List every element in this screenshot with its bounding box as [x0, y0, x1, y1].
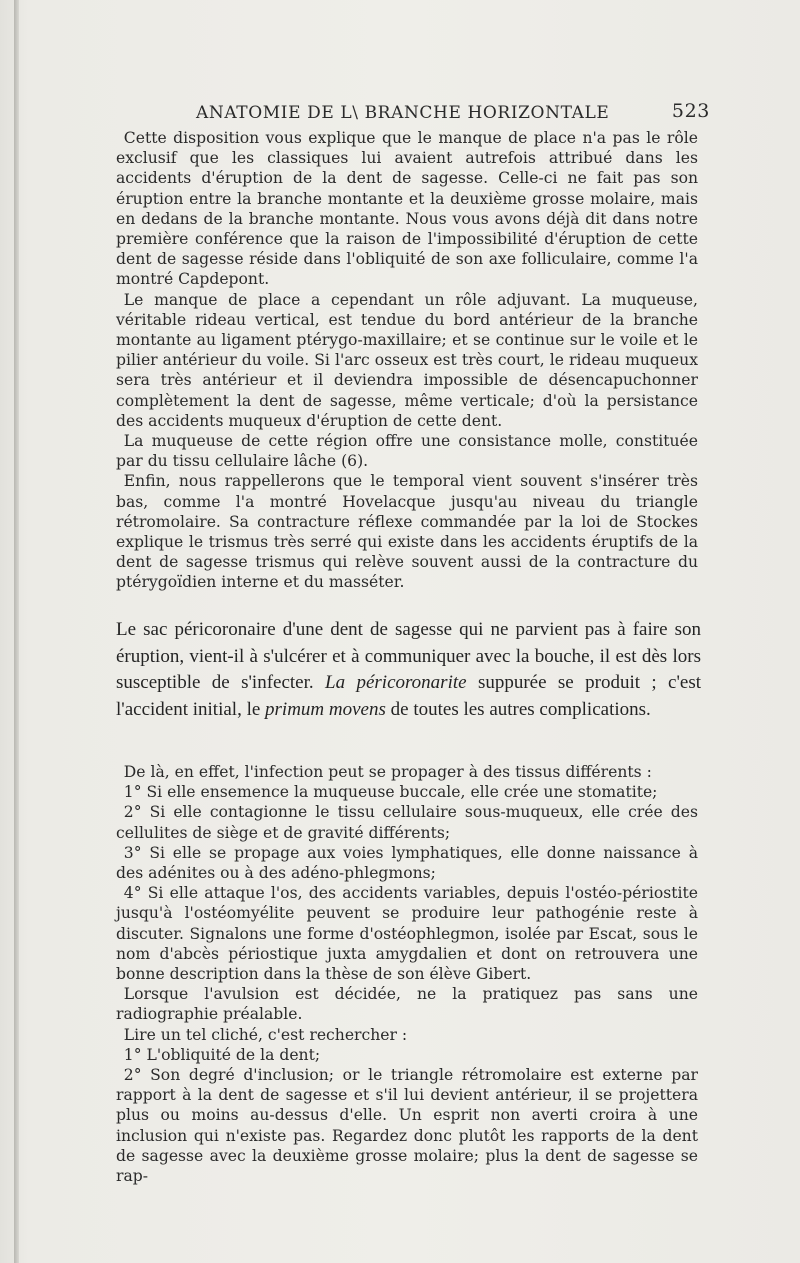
- list-item: 1° L'obliquité de la dent;: [123, 1045, 321, 1064]
- page-number: 523: [671, 100, 710, 122]
- body-text-top: [116, 128, 698, 593]
- paragraph: Lorsque l'avulsion est décidée, ne la pratiquez pas sans une radiographie préalable.: [116, 985, 698, 1024]
- paragraph: Le manque de place a cependant un rôle adjuvant. La muqueuse, véritable rideau vertical, est tendue du bord antérieur de la branche montante au ligament ptérygo-maxillaire; et se continue sur le voile et le pilier antérieur du voile. Si l'arc osseux est très court, le rideau muqueux sera très antérieur et il deviendra impossible de désencapuchonner complètement la dent de sagesse, même verticale; d'où la persistance des accidents muqueux d'éruption de cette dent.: [116, 290, 698, 430]
- emphasis-paragraph: [116, 617, 701, 723]
- header-title: ANATOMIE DE L\ BRANCHE HORIZONTALE: [196, 103, 610, 123]
- emphasis-italic: primum movens: [265, 698, 386, 720]
- emphasis-italic: La péricoronarite: [325, 672, 467, 694]
- emphasis-block: [116, 617, 701, 723]
- paragraph: La muqueuse de cette région offre une consistance molle, constituée par du tissu cellulaire lâche (6).: [116, 432, 698, 471]
- list-item: 1° Si elle ensemence la muqueuse buccale, elle crée une stomatite;: [123, 783, 658, 802]
- page-binding-edge: [14, 0, 19, 1263]
- list-item: 4° Si elle attaque l'os, des accidents variables, depuis l'ostéo-périostite jusqu'à l'ostéomyélite peuvent se produire leur pathogénie reste à discuter. Signalons une forme d'ostéophlegmon, isolée par Escat, sous le nom d'abcès périostique juxta amygdalien et dont on retrouvera une bonne description dans la thèse de son élève Gibert.: [116, 884, 698, 984]
- list-item: 2° Si elle contagionne le tissu cellulaire sous-muqueux, elle crée des cellulites de siège et de gravité différents;: [116, 803, 698, 842]
- emphasis-text: Le sac péricoronaire d'une dent de sagesse qui ne parvient pas à faire son éruption, vient-il à s'ulcérer et à communiquer avec la bouche, il est dès lors susceptible de s'infecter.: [116, 619, 701, 694]
- list-item: 3° Si elle se propage aux voies lymphatiques, elle donne naissance à des adénites ou à des adéno-phlegmons;: [116, 843, 698, 883]
- emphasis-text: suppurée se produit ; c'est l'accident initial, le: [116, 672, 701, 720]
- emphasis-text: de toutes les autres complications.: [385, 698, 651, 720]
- paragraph: De là, en effet, l'infection peut se propager à des tissus différents :: [123, 763, 652, 781]
- running-header: [118, 98, 710, 128]
- paragraph: Cette disposition vous explique que le manque de place n'a pas le rôle exclusif que les classiques lui avaient autrefois attribué dans les accidents d'éruption de la dent de sagesse. Celle-ci ne fait pas son éruption entre la branche montante et la deuxième grosse molaire, mais en dedans de la branche montante. Nous vous avons déjà dit dans notre première conférence que la raison de l'impossibilité d'éruption de cette dent de sagesse réside dans l'obliquité de son axe folliculaire, comme l'a montré Capdepont.: [116, 129, 698, 289]
- list-item: 2° Son degré d'inclusion; or le triangle rétromolaire est externe par rapport à la dent de sagesse et s'il lui devient antérieur, il se projettera plus ou moins au-dessus d'elle. Un esprit non averti croira à une inclusion qui n'existe pas. Regardez donc plutôt les rapports de la dent de sagesse avec la deuxième grosse molaire; plus la dent de sagesse se rap-: [116, 1066, 698, 1186]
- paragraph: Lire un tel cliché, c'est rechercher :: [123, 1025, 408, 1044]
- paragraph: Enfin, nous rappellerons que le temporal vient souvent s'insérer très bas, comme l'a montré Hovelacque jusqu'au niveau du triangle rétromolaire. Sa contracture réflexe commandée par la loi de Stockes explique le trismus très serré qui existe dans les accidents éruptifs de la dent de sagesse trismus qui relève souvent aussi de la contracture du ptérygoïdien interne et du masséter.: [116, 472, 698, 592]
- body-text-bottom: [116, 762, 698, 1186]
